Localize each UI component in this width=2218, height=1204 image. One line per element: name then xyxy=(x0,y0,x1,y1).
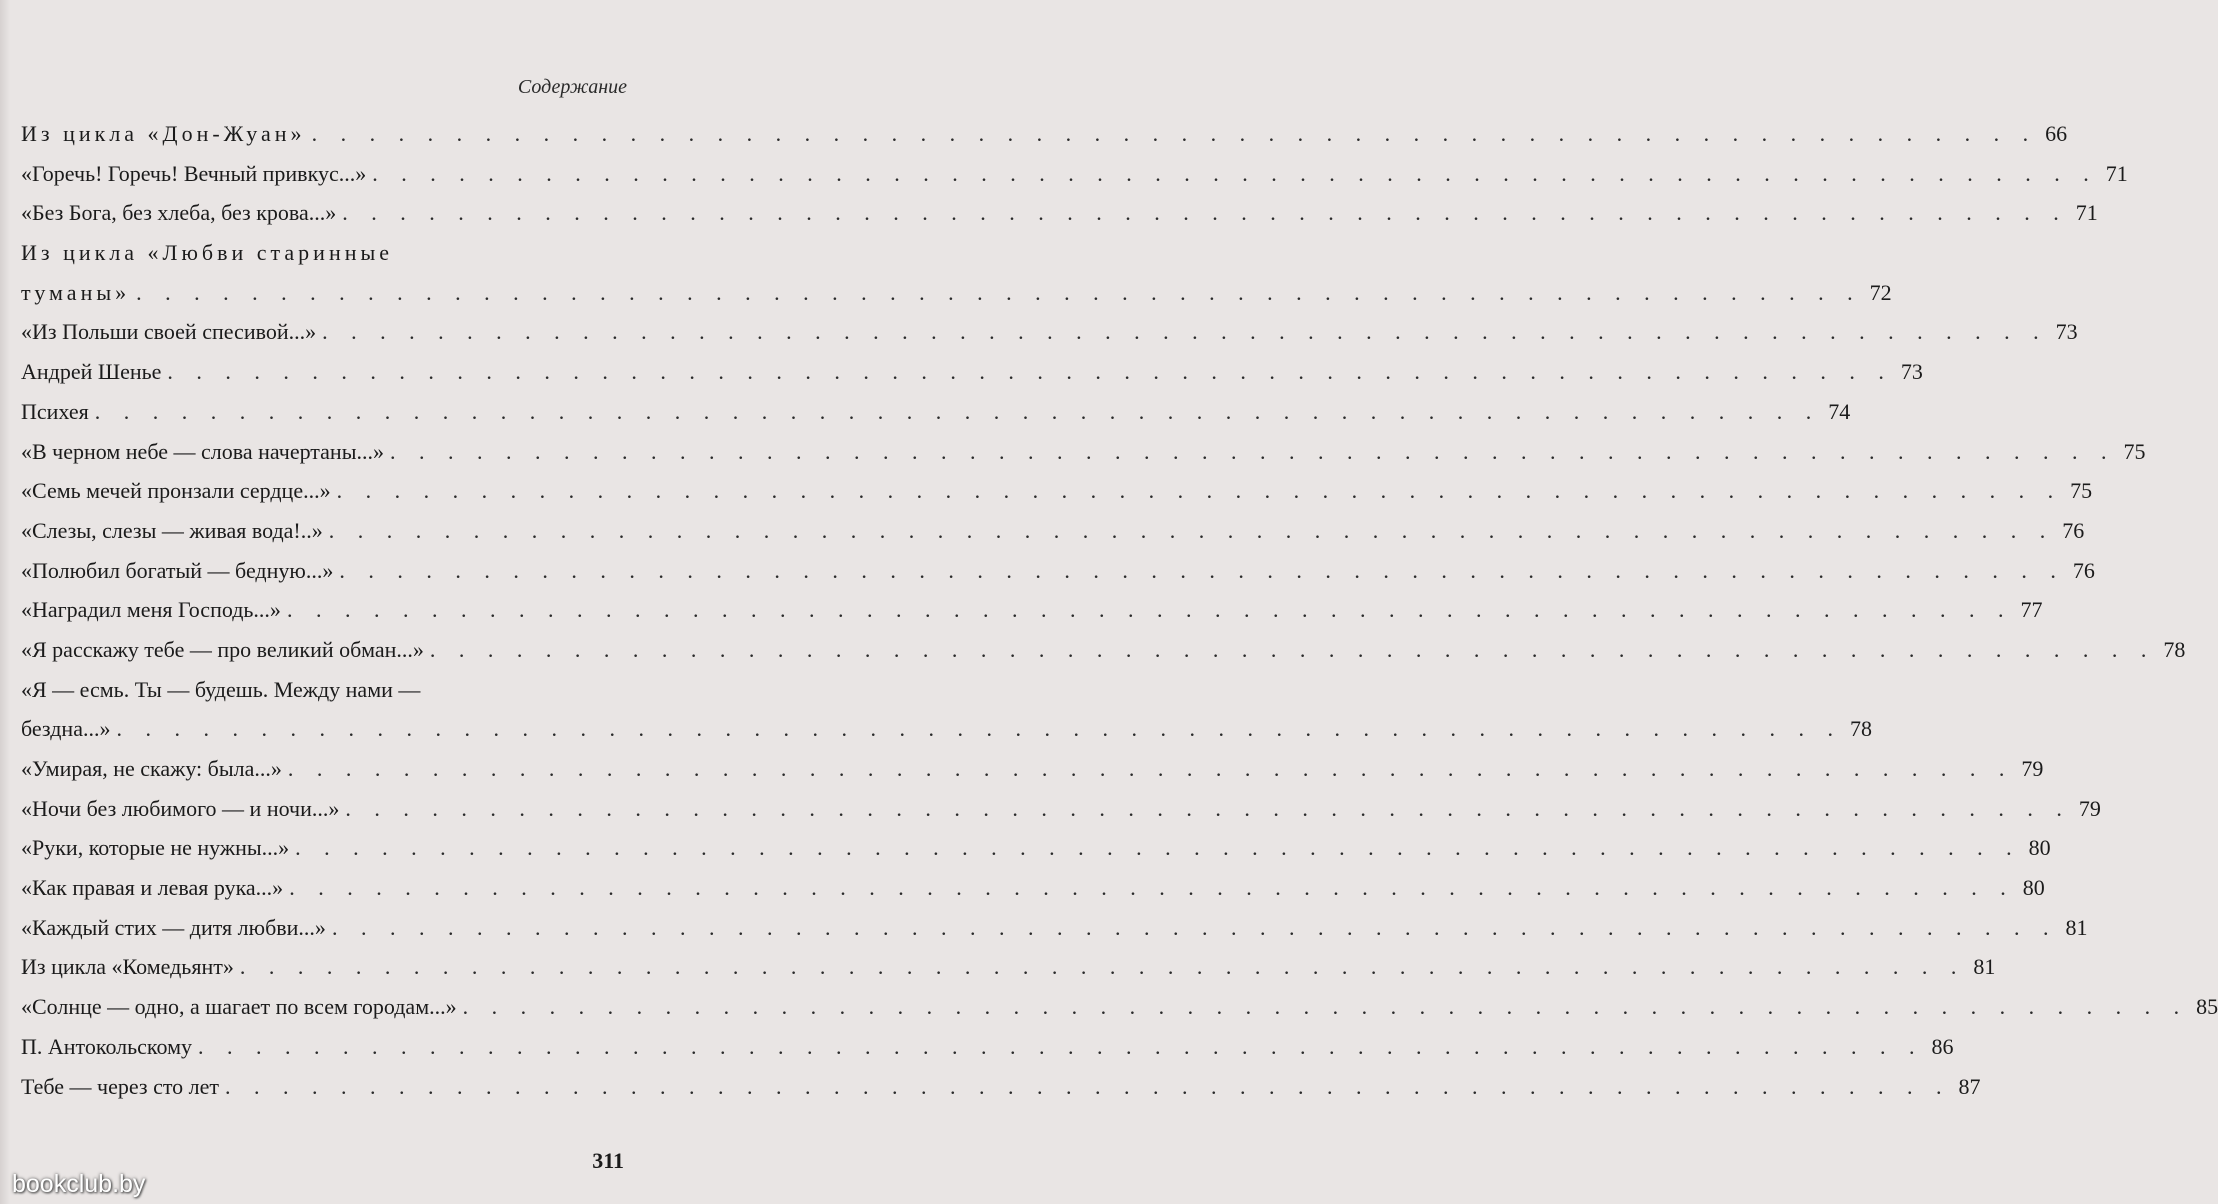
toc-title: «Ночи без любимого — и ночи...» xyxy=(21,795,340,821)
toc-title: Психея xyxy=(21,398,89,424)
toc-entry-line xyxy=(21,749,2044,789)
toc-entry xyxy=(21,947,1996,987)
toc-title-first-line: Из цикла «Любви старинные xyxy=(21,240,394,266)
toc-title: «Как правая и левая рука...» xyxy=(21,875,284,901)
toc-entry xyxy=(21,789,2101,829)
toc-entry xyxy=(21,1027,1954,1067)
dot-leader: . . . . . . . . . . . . . . . . . . . . . . . . . . . . . . . . . . . . . . . . . . . . . . . . . . . . . . . . . . . . xyxy=(429,636,2156,662)
toc-title: бездна...» xyxy=(21,716,111,742)
dot-leader: . . . . . . . . . . . . . . . . . . . . . . . . . . . . . . . . . . . . . . . . . . . . . . . . . . . . . . . . . . . . xyxy=(311,121,2038,146)
toc-entry-line xyxy=(21,114,2068,154)
toc-entry xyxy=(21,352,1923,392)
dot-leader: . . . . . . . . . . . . . . . . . . . . . . . . . . . . . . . . . . . . . . . . . . . . . . . . . . . . . . . . . . . . xyxy=(342,200,2068,226)
toc-entry xyxy=(21,154,2128,194)
dot-leader: . . . . . . . . . . . . . . . . . . . . . . . . . . . . . . . . . . . . . . . . . . . . . . . . . . . . . . . . . . . . xyxy=(339,557,2065,583)
toc-title: «Полюбил богатый — бедную...» xyxy=(21,557,334,583)
toc-entry-line xyxy=(21,947,1996,987)
bookclub-watermark: bookclub.by xyxy=(12,1170,146,1198)
toc-page-number: 76 xyxy=(2062,517,2085,543)
toc-entry-line xyxy=(21,789,2101,829)
toc-entry xyxy=(21,590,2043,630)
toc-page-number: 75 xyxy=(2123,438,2146,464)
toc-entry xyxy=(21,471,2093,511)
toc-page-number: 77 xyxy=(2020,597,2043,623)
toc-entry xyxy=(21,630,2186,670)
toc-page-number: 71 xyxy=(2105,160,2128,186)
toc-page-number: 86 xyxy=(1931,1033,1954,1059)
toc-entry-line xyxy=(21,590,2043,630)
dot-leader: . . . . . . . . . . . . . . . . . . . . . . . . . . . . . . . . . . . . . . . . . . . . . . . . . . . . . . . . . . . . xyxy=(372,160,2098,186)
toc-title: «Наградил меня Господь...» xyxy=(21,597,281,623)
toc-entry-line xyxy=(21,670,625,710)
dot-leader: . . . . . . . . . . . . . . . . . . . . . . . . . . . . . . . . . . . . . . . . . . . . . . . . . . . . . . . . . . . . xyxy=(198,1033,1924,1059)
toc-entry xyxy=(21,312,2078,352)
toc-entry-line xyxy=(21,312,2078,352)
toc-entry xyxy=(21,551,2095,591)
toc-entry-line xyxy=(21,471,2093,511)
toc-title: Андрей Шенье xyxy=(21,359,162,385)
toc-title: «Без Бога, без хлеба, без крова...» xyxy=(21,200,337,226)
toc-page-number: 81 xyxy=(1973,954,1996,980)
toc-entry xyxy=(21,193,2098,233)
toc-page-number: 78 xyxy=(2163,636,2186,662)
dot-leader: . . . . . . . . . . . . . . . . . . . . . . . . . . . . . . . . . . . . . . . . . . . . . . . . . . . . . . . . . . . . xyxy=(287,756,2014,781)
toc-page-number: 66 xyxy=(2045,121,2068,146)
toc-entry xyxy=(21,670,1872,749)
dot-leader: . . . . . . . . . . . . . . . . . . . . . . . . . . . . . . . . . . . . . . . . . . . . . . . . . . . . . . . . . . . . xyxy=(345,795,2071,821)
toc-title: «Каждый стих — дитя любви...» xyxy=(21,914,326,940)
toc-title: «Из Польши своей спесивой...» xyxy=(21,319,317,345)
toc-entry-line xyxy=(21,154,2128,194)
toc-page-number: 85 xyxy=(2196,994,2218,1020)
toc-page-number: 81 xyxy=(2065,914,2088,940)
toc-entry-line xyxy=(21,392,1851,432)
toc-entry xyxy=(21,868,2045,908)
toc-title: «Умирая, не скажу: была...» xyxy=(21,756,282,781)
toc-page-number: 80 xyxy=(2022,875,2045,901)
toc-entry xyxy=(21,114,2068,154)
toc-page-number: 76 xyxy=(2072,557,2095,583)
dot-leader: . . . . . . . . . . . . . . . . . . . . . . . . . . . . . . . . . . . . . . . . . . . . . . . . . . . . . . . . . . . . xyxy=(136,279,1862,305)
toc-entry-line xyxy=(21,273,1892,313)
toc-entry xyxy=(21,392,1851,432)
toc-title: «Я расскажу тебе — про великий обман...» xyxy=(21,636,424,662)
toc-entry-line xyxy=(21,868,2045,908)
toc-title: «Руки, которые не нужны...» xyxy=(21,835,290,861)
toc-entry-line xyxy=(21,709,1872,749)
dot-leader: . . . . . . . . . . . . . . . . . . . . . . . . . . . . . . . . . . . . . . . . . . . . . . . . . . . . . . . . . . . . xyxy=(390,438,2116,464)
toc-entry-line xyxy=(21,1027,1954,1067)
dot-leader: . . . . . . . . . . . . . . . . . . . . . . . . . . . . . . . . . . . . . . . . . . . . . . . . . . . . . . . . . . . . xyxy=(286,597,2013,623)
toc-title: «Солнце — одно, а шагает по всем городам...» xyxy=(21,994,457,1020)
toc-entry-line xyxy=(21,233,625,273)
toc-title-first-line: «Я — есмь. Ты — будешь. Между нами — xyxy=(21,676,421,702)
toc-page-number: 74 xyxy=(1828,398,1851,424)
toc-page-number: 79 xyxy=(2021,756,2044,781)
dot-leader: . . . . . . . . . . . . . . . . . . . . . . . . . . . . . . . . . . . . . . . . . . . . . . . . . . . . . . . . . . . . xyxy=(322,319,2048,345)
toc-entry-line xyxy=(21,908,2088,948)
table-of-contents xyxy=(21,114,2218,1106)
toc-entry xyxy=(21,828,2051,868)
toc-title: «Семь мечей пронзали сердце...» xyxy=(21,478,331,504)
toc-entry xyxy=(21,511,2085,551)
toc-entry-line xyxy=(21,630,2186,670)
toc-page-number: 73 xyxy=(1900,359,1923,385)
toc-entry xyxy=(21,233,1892,312)
toc-page-number: 87 xyxy=(1958,1073,1981,1099)
toc-entry-line xyxy=(21,432,2146,472)
toc-page-number: 78 xyxy=(1849,716,1872,742)
toc-page-number: 80 xyxy=(2028,835,2051,861)
page-number: 311 xyxy=(592,1148,624,1173)
toc-page-number: 79 xyxy=(2078,795,2101,821)
toc-entry xyxy=(21,908,2088,948)
toc-title: туманы» xyxy=(21,279,131,305)
toc-entry-line xyxy=(21,1067,1981,1107)
toc-entry-line xyxy=(21,352,1923,392)
toc-entry-line xyxy=(21,987,2218,1027)
dot-leader: . . . . . . . . . . . . . . . . . . . . . . . . . . . . . . . . . . . . . . . . . . . . . . . . . . . . . . . . . . . . xyxy=(116,716,1842,742)
dot-leader: . . . . . . . . . . . . . . . . . . . . . . . . . . . . . . . . . . . . . . . . . . . . . . . . . . . . . . . . . . . . xyxy=(239,954,1966,980)
dot-leader: . . . . . . . . . . . . . . . . . . . . . . . . . . . . . . . . . . . . . . . . . . . . . . . . . . . . . . . . . . . . xyxy=(225,1073,1951,1099)
page-edge xyxy=(0,0,10,1204)
toc-entry xyxy=(21,1067,1981,1107)
dot-leader: . . . . . . . . . . . . . . . . . . . . . . . . . . . . . . . . . . . . . . . . . . . . . . . . . . . . . . . . . . . . xyxy=(331,914,2058,940)
toc-title: Из цикла «Комедьянт» xyxy=(21,954,234,980)
toc-entry-line xyxy=(21,193,2098,233)
running-header: Содержание xyxy=(517,76,627,98)
toc-entry-line xyxy=(21,511,2085,551)
toc-entry xyxy=(21,987,2218,1027)
toc-entry-line xyxy=(21,828,2051,868)
toc-entry xyxy=(21,749,2044,789)
dot-leader: . . . . . . . . . . . . . . . . . . . . . . . . . . . . . . . . . . . . . . . . . . . . . . . . . . . . . . . . . . . . xyxy=(295,835,2021,861)
toc-title: «Горечь! Горечь! Вечный привкус...» xyxy=(21,160,367,186)
toc-title: «Слезы, слезы — живая вода!..» xyxy=(21,517,323,543)
toc-title: П. Антокольскому xyxy=(21,1033,193,1059)
dot-leader: . . . . . . . . . . . . . . . . . . . . . . . . . . . . . . . . . . . . . . . . . . . . . . . . . . . . . . . . . . . . xyxy=(462,994,2189,1020)
toc-page-number: 75 xyxy=(2070,478,2093,504)
toc-title: Из цикла «Дон-Жуан» xyxy=(21,121,306,146)
dot-leader: . . . . . . . . . . . . . . . . . . . . . . . . . . . . . . . . . . . . . . . . . . . . . . . . . . . . . . . . . . . . xyxy=(94,398,1821,424)
dot-leader: . . . . . . . . . . . . . . . . . . . . . . . . . . . . . . . . . . . . . . . . . . . . . . . . . . . . . . . . . . . . xyxy=(289,875,2015,901)
toc-title: «В черном небе — слова начертаны...» xyxy=(21,438,384,464)
toc-title: Тебе — через сто лет xyxy=(21,1073,220,1099)
dot-leader: . . . . . . . . . . . . . . . . . . . . . . . . . . . . . . . . . . . . . . . . . . . . . . . . . . . . . . . . . . . . xyxy=(328,517,2055,543)
toc-entry xyxy=(21,432,2146,472)
toc-page-number: 73 xyxy=(2055,319,2078,345)
toc-page-number: 72 xyxy=(1869,279,1892,305)
dot-leader: . . . . . . . . . . . . . . . . . . . . . . . . . . . . . . . . . . . . . . . . . . . . . . . . . . . . . . . . . . . . xyxy=(167,359,1893,385)
toc-entry-line xyxy=(21,551,2095,591)
dot-leader: . . . . . . . . . . . . . . . . . . . . . . . . . . . . . . . . . . . . . . . . . . . . . . . . . . . . . . . . . . . . xyxy=(336,478,2063,504)
toc-page-number: 71 xyxy=(2075,200,2098,226)
